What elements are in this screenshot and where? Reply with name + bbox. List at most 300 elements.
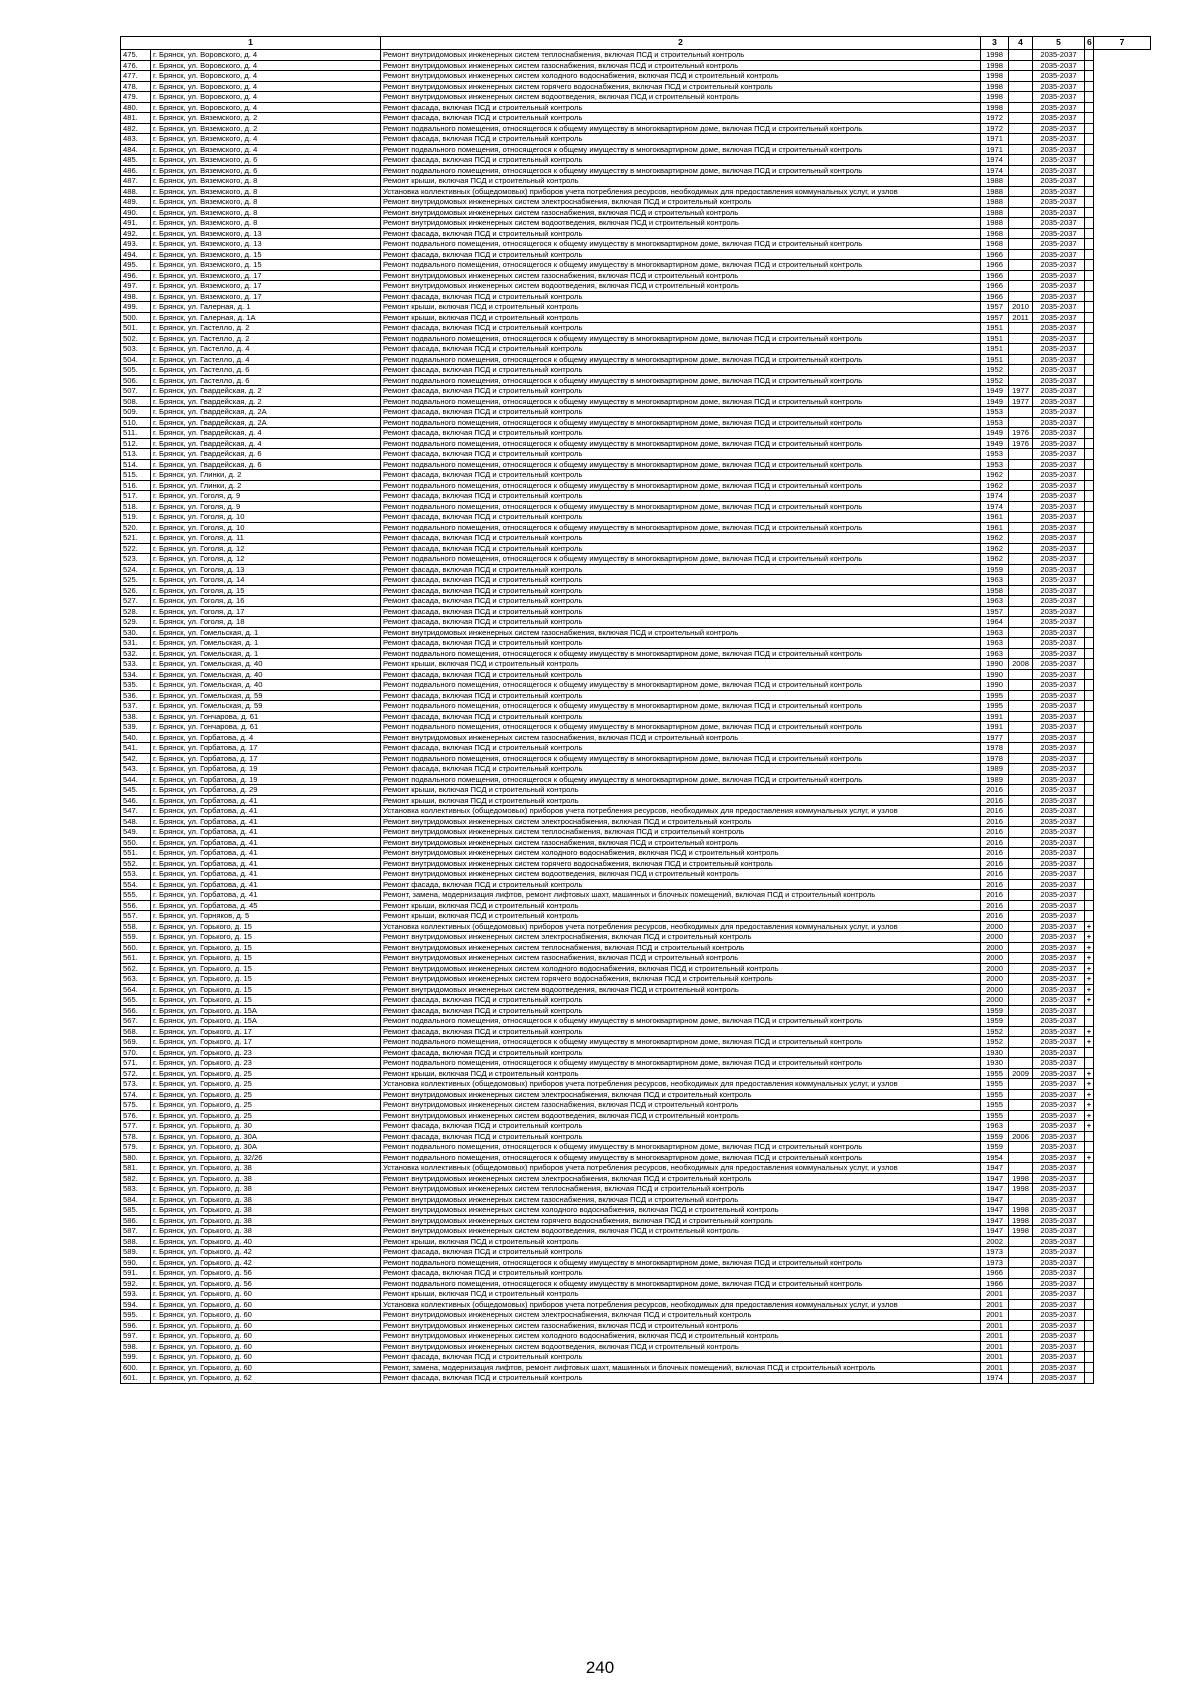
cell-mark	[1085, 344, 1094, 355]
cell-year-last-repair	[1009, 1236, 1033, 1247]
cell-work-type: Ремонт внутридомовых инженерных систем электроснабжения, включая ПСД и строительный контроль	[381, 197, 981, 208]
cell-year-built: 1947	[981, 1163, 1009, 1174]
cell-address: г. Брянск, ул. Горького, д. 25	[151, 1089, 381, 1100]
cell-planned-period: 2035-2037	[1033, 522, 1085, 533]
row-spacer	[1094, 974, 1151, 985]
table-row	[121, 806, 1151, 817]
cell-address: г. Брянск, ул. Гастелло, д. 2	[151, 333, 381, 344]
table-row	[121, 816, 1151, 827]
cell-row-number: 511.	[121, 428, 151, 439]
cell-planned-period: 2035-2037	[1033, 827, 1085, 838]
cell-year-built: 1963	[981, 1121, 1009, 1132]
cell-year-last-repair	[1009, 1079, 1033, 1090]
cell-planned-period: 2035-2037	[1033, 197, 1085, 208]
cell-work-type: Ремонт фасада, включая ПСД и строительный контроль	[381, 1131, 981, 1142]
cell-mark	[1085, 669, 1094, 680]
table-row	[121, 1373, 1151, 1384]
table-row	[121, 1068, 1151, 1079]
table-row	[121, 879, 1151, 890]
cell-year-last-repair	[1009, 680, 1033, 691]
cell-year-built: 1955	[981, 1110, 1009, 1121]
row-spacer	[1094, 659, 1151, 670]
cell-mark	[1085, 1373, 1094, 1384]
cell-mark	[1085, 438, 1094, 449]
cell-year-last-repair	[1009, 102, 1033, 113]
cell-planned-period: 2035-2037	[1033, 879, 1085, 890]
cell-address: г. Брянск, ул. Гончарова, д. 61	[151, 711, 381, 722]
cell-year-last-repair	[1009, 228, 1033, 239]
cell-planned-period: 2035-2037	[1033, 764, 1085, 775]
table-row	[121, 1079, 1151, 1090]
row-spacer	[1094, 1068, 1151, 1079]
row-spacer	[1094, 291, 1151, 302]
row-spacer	[1094, 837, 1151, 848]
cell-address: г. Брянск, ул. Горького, д. 38	[151, 1215, 381, 1226]
cell-year-last-repair	[1009, 270, 1033, 281]
cell-work-type: Ремонт фасада, включая ПСД и строительный контроль	[381, 575, 981, 586]
cell-mark	[1085, 596, 1094, 607]
cell-address: г. Брянск, ул. Гоголя, д. 12	[151, 554, 381, 565]
cell-year-last-repair	[1009, 1110, 1033, 1121]
cell-mark	[1085, 270, 1094, 281]
cell-mark	[1085, 606, 1094, 617]
cell-planned-period: 2035-2037	[1033, 1236, 1085, 1247]
cell-row-number: 499.	[121, 302, 151, 313]
cell-work-type: Ремонт подвального помещения, относящегося к общему имуществу в многоквартирном доме, включая ПСД и строительный контроль	[381, 123, 981, 134]
cell-year-built: 1978	[981, 753, 1009, 764]
cell-year-built: 1953	[981, 449, 1009, 460]
cell-planned-period: 2035-2037	[1033, 701, 1085, 712]
cell-address: г. Брянск, ул. Вяземского, д. 2	[151, 113, 381, 124]
table-row	[121, 1026, 1151, 1037]
cell-work-type: Ремонт внутридомовых инженерных систем электроснабжения, включая ПСД и строительный контроль	[381, 1310, 981, 1321]
cell-year-built: 2016	[981, 806, 1009, 817]
table-row	[121, 743, 1151, 754]
cell-address: г. Брянск, ул. Горбатова, д. 41	[151, 837, 381, 848]
cell-planned-period: 2035-2037	[1033, 396, 1085, 407]
cell-address: г. Брянск, ул. Горького, д. 17	[151, 1026, 381, 1037]
cell-work-type: Ремонт фасада, включая ПСД и строительный контроль	[381, 155, 981, 166]
cell-address: г. Брянск, ул. Гастелло, д. 4	[151, 354, 381, 365]
cell-work-type: Ремонт фасада, включая ПСД и строительный контроль	[381, 365, 981, 376]
cell-year-last-repair	[1009, 186, 1033, 197]
cell-year-last-repair	[1009, 155, 1033, 166]
capital-repair-table	[120, 36, 1151, 1384]
cell-year-built: 2016	[981, 911, 1009, 922]
cell-address: г. Брянск, ул. Вяземского, д. 8	[151, 207, 381, 218]
cell-work-type: Ремонт фасада, включая ПСД и строительный контроль	[381, 711, 981, 722]
cell-mark	[1085, 197, 1094, 208]
cell-year-last-repair	[1009, 113, 1033, 124]
cell-address: г. Брянск, ул. Вяземского, д. 17	[151, 270, 381, 281]
cell-work-type: Ремонт подвального помещения, относящегося к общему имуществу в многоквартирном доме, включая ПСД и строительный контроль	[381, 239, 981, 250]
row-spacer	[1094, 1100, 1151, 1111]
cell-mark	[1085, 491, 1094, 502]
cell-year-last-repair	[1009, 638, 1033, 649]
row-spacer	[1094, 890, 1151, 901]
cell-work-type: Установка коллективных (общедомовых) приборов учета потребления ресурсов, необходимых для предоставления коммунальных услуг, и узлов	[381, 921, 981, 932]
cell-address: г. Брянск, ул. Горького, д. 38	[151, 1205, 381, 1216]
cell-row-number: 597.	[121, 1331, 151, 1342]
cell-row-number: 526.	[121, 585, 151, 596]
table-row	[121, 333, 1151, 344]
cell-planned-period: 2035-2037	[1033, 711, 1085, 722]
cell-address: г. Брянск, ул. Гомельская, д. 59	[151, 690, 381, 701]
cell-planned-period: 2035-2037	[1033, 648, 1085, 659]
cell-row-number: 537.	[121, 701, 151, 712]
table-row	[121, 564, 1151, 575]
cell-address: г. Брянск, ул. Горького, д. 15	[151, 942, 381, 953]
cell-address: г. Брянск, ул. Горького, д. 15	[151, 932, 381, 943]
cell-work-type: Ремонт фасада, включая ПСД и строительный контроль	[381, 585, 981, 596]
cell-row-number: 582.	[121, 1173, 151, 1184]
table-row	[121, 890, 1151, 901]
table-row	[121, 239, 1151, 250]
row-spacer	[1094, 312, 1151, 323]
cell-planned-period: 2035-2037	[1033, 71, 1085, 82]
cell-planned-period: 2035-2037	[1033, 963, 1085, 974]
cell-row-number: 565.	[121, 995, 151, 1006]
cell-mark	[1085, 102, 1094, 113]
cell-row-number: 507.	[121, 386, 151, 397]
cell-planned-period: 2035-2037	[1033, 680, 1085, 691]
cell-planned-period: 2035-2037	[1033, 281, 1085, 292]
table-row	[121, 260, 1151, 271]
table-row	[121, 596, 1151, 607]
cell-mark	[1085, 1016, 1094, 1027]
row-spacer	[1094, 1184, 1151, 1195]
cell-mark	[1085, 764, 1094, 775]
cell-address: г. Брянск, ул. Гоголя, д. 9	[151, 491, 381, 502]
cell-year-last-repair	[1009, 144, 1033, 155]
cell-mark	[1085, 617, 1094, 628]
cell-row-number: 529.	[121, 617, 151, 628]
cell-address: г. Брянск, ул. Горбатова, д. 19	[151, 774, 381, 785]
header-col-7: 7	[1094, 37, 1151, 50]
cell-year-last-repair	[1009, 596, 1033, 607]
cell-work-type: Ремонт подвального помещения, относящегося к общему имуществу в многоквартирном доме, включая ПСД и строительный контроль	[381, 1257, 981, 1268]
cell-planned-period: 2035-2037	[1033, 1194, 1085, 1205]
table-row	[121, 60, 1151, 71]
cell-year-built: 1947	[981, 1226, 1009, 1237]
cell-row-number: 573.	[121, 1079, 151, 1090]
cell-year-last-repair	[1009, 900, 1033, 911]
cell-year-built: 1995	[981, 701, 1009, 712]
cell-planned-period: 2035-2037	[1033, 953, 1085, 964]
cell-address: г. Брянск, ул. Гоголя, д. 15	[151, 585, 381, 596]
cell-address: г. Брянск, ул. Гоголя, д. 12	[151, 543, 381, 554]
cell-planned-period: 2035-2037	[1033, 1152, 1085, 1163]
cell-planned-period: 2035-2037	[1033, 1089, 1085, 1100]
cell-year-built: 2001	[981, 1320, 1009, 1331]
cell-mark	[1085, 333, 1094, 344]
cell-row-number: 574.	[121, 1089, 151, 1100]
table-row	[121, 533, 1151, 544]
cell-planned-period: 2035-2037	[1033, 564, 1085, 575]
cell-mark	[1085, 1289, 1094, 1300]
cell-mark	[1085, 165, 1094, 176]
cell-address: г. Брянск, ул. Гвардейская, д. 2	[151, 396, 381, 407]
cell-mark	[1085, 1184, 1094, 1195]
cell-address: г. Брянск, ул. Вяземского, д. 15	[151, 249, 381, 260]
row-spacer	[1094, 1226, 1151, 1237]
cell-year-last-repair	[1009, 932, 1033, 943]
cell-year-built: 1953	[981, 459, 1009, 470]
cell-year-last-repair: 1976	[1009, 428, 1033, 439]
row-spacer	[1094, 575, 1151, 586]
cell-year-last-repair	[1009, 701, 1033, 712]
cell-work-type: Ремонт подвального помещения, относящегося к общему имуществу в многоквартирном доме, включая ПСД и строительный контроль	[381, 1278, 981, 1289]
cell-year-last-repair	[1009, 1058, 1033, 1069]
row-spacer	[1094, 512, 1151, 523]
table-row	[121, 543, 1151, 554]
cell-planned-period: 2035-2037	[1033, 1037, 1085, 1048]
page-number: 240	[585, 1658, 615, 1677]
cell-planned-period: 2035-2037	[1033, 869, 1085, 880]
cell-row-number: 563.	[121, 974, 151, 985]
cell-row-number: 512.	[121, 438, 151, 449]
row-spacer	[1094, 81, 1151, 92]
table-row	[121, 323, 1151, 334]
cell-year-last-repair	[1009, 1320, 1033, 1331]
cell-address: г. Брянск, ул. Горбатова, д. 29	[151, 785, 381, 796]
cell-year-built: 1998	[981, 71, 1009, 82]
row-spacer	[1094, 260, 1151, 271]
table-row	[121, 501, 1151, 512]
cell-year-built: 1963	[981, 575, 1009, 586]
cell-mark	[1085, 1320, 1094, 1331]
table-row	[121, 1005, 1151, 1016]
cell-address: г. Брянск, ул. Горького, д. 30А	[151, 1131, 381, 1142]
cell-year-last-repair	[1009, 60, 1033, 71]
cell-planned-period: 2035-2037	[1033, 512, 1085, 523]
cell-planned-period: 2035-2037	[1033, 1320, 1085, 1331]
cell-year-last-repair	[1009, 512, 1033, 523]
cell-year-built: 2000	[981, 995, 1009, 1006]
cell-address: г. Брянск, ул. Горбатова, д. 41	[151, 795, 381, 806]
cell-planned-period: 2035-2037	[1033, 617, 1085, 628]
cell-address: г. Брянск, ул. Вяземского, д. 4	[151, 144, 381, 155]
cell-row-number: 479.	[121, 92, 151, 103]
table-row	[121, 711, 1151, 722]
cell-work-type: Ремонт крыши, включая ПСД и строительный контроль	[381, 785, 981, 796]
cell-work-type: Ремонт фасада, включая ПСД и строительный контроль	[381, 638, 981, 649]
cell-planned-period: 2035-2037	[1033, 60, 1085, 71]
table-row	[121, 155, 1151, 166]
cell-address: г. Брянск, ул. Гвардейская, д. 6	[151, 459, 381, 470]
cell-planned-period: 2035-2037	[1033, 249, 1085, 260]
cell-row-number: 584.	[121, 1194, 151, 1205]
table-row	[121, 228, 1151, 239]
cell-planned-period: 2035-2037	[1033, 144, 1085, 155]
cell-address: г. Брянск, ул. Воровского, д. 4	[151, 102, 381, 113]
cell-row-number: 587.	[121, 1226, 151, 1237]
row-spacer	[1094, 911, 1151, 922]
cell-year-built: 1989	[981, 774, 1009, 785]
cell-work-type: Ремонт подвального помещения, относящегося к общему имуществу в многоквартирном доме, включая ПСД и строительный контроль	[381, 774, 981, 785]
cell-work-type: Ремонт внутридомовых инженерных систем электроснабжения, включая ПСД и строительный контроль	[381, 932, 981, 943]
cell-address: г. Брянск, ул. Вяземского, д. 15	[151, 260, 381, 271]
cell-address: г. Брянск, ул. Гвардейская, д. 4	[151, 428, 381, 439]
cell-work-type: Ремонт подвального помещения, относящегося к общему имуществу в многоквартирном доме, включая ПСД и строительный контроль	[381, 501, 981, 512]
cell-row-number: 475.	[121, 50, 151, 61]
cell-address: г. Брянск, ул. Галерная, д. 1	[151, 302, 381, 313]
table-row	[121, 417, 1151, 428]
cell-planned-period: 2035-2037	[1033, 575, 1085, 586]
table-row	[121, 134, 1151, 145]
cell-planned-period: 2035-2037	[1033, 774, 1085, 785]
cell-planned-period: 2035-2037	[1033, 375, 1085, 386]
cell-year-built: 2016	[981, 858, 1009, 869]
row-spacer	[1094, 522, 1151, 533]
cell-planned-period: 2035-2037	[1033, 984, 1085, 995]
cell-work-type: Ремонт крыши, включая ПСД и строительный контроль	[381, 176, 981, 187]
cell-year-built: 1998	[981, 102, 1009, 113]
cell-address: г. Брянск, ул. Вяземского, д. 17	[151, 291, 381, 302]
cell-mark	[1085, 81, 1094, 92]
cell-year-last-repair: 2006	[1009, 1131, 1033, 1142]
cell-address: г. Брянск, ул. Вяземского, д. 4	[151, 134, 381, 145]
table-row	[121, 921, 1151, 932]
cell-year-last-repair	[1009, 354, 1033, 365]
row-spacer	[1094, 806, 1151, 817]
cell-row-number: 541.	[121, 743, 151, 754]
cell-mark	[1085, 848, 1094, 859]
cell-year-last-repair	[1009, 564, 1033, 575]
cell-row-number: 538.	[121, 711, 151, 722]
cell-address: г. Брянск, ул. Горького, д. 25	[151, 1110, 381, 1121]
row-spacer	[1094, 932, 1151, 943]
row-spacer	[1094, 1268, 1151, 1279]
cell-planned-period: 2035-2037	[1033, 123, 1085, 134]
cell-row-number: 571.	[121, 1058, 151, 1069]
cell-mark	[1085, 743, 1094, 754]
cell-mark: +	[1085, 921, 1094, 932]
row-spacer	[1094, 669, 1151, 680]
table-row	[121, 249, 1151, 260]
cell-work-type: Ремонт крыши, включая ПСД и строительный контроль	[381, 1068, 981, 1079]
cell-planned-period: 2035-2037	[1033, 1310, 1085, 1321]
cell-planned-period: 2035-2037	[1033, 1100, 1085, 1111]
cell-planned-period: 2035-2037	[1033, 1257, 1085, 1268]
cell-planned-period: 2035-2037	[1033, 333, 1085, 344]
cell-mark: +	[1085, 1079, 1094, 1090]
cell-year-last-repair	[1009, 764, 1033, 775]
cell-row-number: 525.	[121, 575, 151, 586]
cell-year-built: 1977	[981, 732, 1009, 743]
cell-year-built: 1962	[981, 554, 1009, 565]
cell-year-last-repair	[1009, 71, 1033, 82]
table-row	[121, 900, 1151, 911]
cell-work-type: Ремонт фасада, включая ПСД и строительный контроль	[381, 428, 981, 439]
cell-work-type: Ремонт подвального помещения, относящегося к общему имуществу в многоквартирном доме, включая ПСД и строительный контроль	[381, 354, 981, 365]
cell-address: г. Брянск, ул. Горького, д. 38	[151, 1194, 381, 1205]
table-row	[121, 648, 1151, 659]
cell-mark	[1085, 522, 1094, 533]
cell-work-type: Ремонт подвального помещения, относящегося к общему имуществу в многоквартирном доме, включая ПСД и строительный контроль	[381, 417, 981, 428]
cell-planned-period: 2035-2037	[1033, 449, 1085, 460]
table-row	[121, 1299, 1151, 1310]
cell-year-built: 1949	[981, 386, 1009, 397]
cell-mark	[1085, 123, 1094, 134]
table-row	[121, 1289, 1151, 1300]
cell-row-number: 591.	[121, 1268, 151, 1279]
table-row	[121, 690, 1151, 701]
cell-row-number: 476.	[121, 60, 151, 71]
cell-planned-period: 2035-2037	[1033, 50, 1085, 61]
cell-year-built: 1988	[981, 176, 1009, 187]
table-row	[121, 354, 1151, 365]
cell-planned-period: 2035-2037	[1033, 732, 1085, 743]
cell-row-number: 506.	[121, 375, 151, 386]
cell-year-built: 1968	[981, 239, 1009, 250]
cell-year-last-repair	[1009, 1047, 1033, 1058]
cell-year-built: 1966	[981, 1278, 1009, 1289]
cell-mark	[1085, 417, 1094, 428]
cell-row-number: 551.	[121, 848, 151, 859]
cell-address: г. Брянск, ул. Вяземского, д. 13	[151, 239, 381, 250]
cell-mark	[1085, 648, 1094, 659]
table-row	[121, 144, 1151, 155]
row-spacer	[1094, 176, 1151, 187]
row-spacer	[1094, 407, 1151, 418]
row-spacer	[1094, 249, 1151, 260]
cell-row-number: 504.	[121, 354, 151, 365]
cell-year-built: 1959	[981, 1131, 1009, 1142]
cell-address: г. Брянск, ул. Горбатова, д. 41	[151, 806, 381, 817]
row-spacer	[1094, 1026, 1151, 1037]
cell-year-built: 2000	[981, 963, 1009, 974]
cell-year-last-repair	[1009, 501, 1033, 512]
cell-work-type: Установка коллективных (общедомовых) приборов учета потребления ресурсов, необходимых для предоставления коммунальных услуг, и узлов	[381, 186, 981, 197]
cell-row-number: 585.	[121, 1205, 151, 1216]
cell-year-built: 1962	[981, 543, 1009, 554]
cell-row-number: 586.	[121, 1215, 151, 1226]
cell-row-number: 508.	[121, 396, 151, 407]
cell-mark	[1085, 1257, 1094, 1268]
cell-year-last-repair	[1009, 1194, 1033, 1205]
cell-row-number: 568.	[121, 1026, 151, 1037]
row-spacer	[1094, 428, 1151, 439]
cell-year-built: 1990	[981, 680, 1009, 691]
cell-planned-period: 2035-2037	[1033, 974, 1085, 985]
cell-work-type: Ремонт подвального помещения, относящегося к общему имуществу в многоквартирном доме, включая ПСД и строительный контроль	[381, 1142, 981, 1153]
cell-work-type: Ремонт внутридомовых инженерных систем холодного водоснабжения, включая ПСД и строительный контроль	[381, 71, 981, 82]
cell-year-last-repair: 2010	[1009, 302, 1033, 313]
cell-year-last-repair	[1009, 197, 1033, 208]
cell-address: г. Брянск, ул. Горького, д. 60	[151, 1320, 381, 1331]
cell-planned-period: 2035-2037	[1033, 596, 1085, 607]
table-row	[121, 1278, 1151, 1289]
row-spacer	[1094, 533, 1151, 544]
table-row	[121, 1100, 1151, 1111]
cell-year-built: 1954	[981, 1152, 1009, 1163]
cell-address: г. Брянск, ул. Горького, д. 15	[151, 984, 381, 995]
cell-address: г. Брянск, ул. Гастелло, д. 6	[151, 365, 381, 376]
cell-year-last-repair	[1009, 543, 1033, 554]
cell-row-number: 518.	[121, 501, 151, 512]
row-spacer	[1094, 1037, 1151, 1048]
cell-year-built: 1957	[981, 302, 1009, 313]
cell-work-type: Ремонт фасада, включая ПСД и строительный контроль	[381, 249, 981, 260]
table-row	[121, 1236, 1151, 1247]
table-row	[121, 512, 1151, 523]
cell-year-built: 2001	[981, 1352, 1009, 1363]
row-spacer	[1094, 480, 1151, 491]
cell-year-last-repair	[1009, 522, 1033, 533]
cell-work-type: Ремонт внутридомовых инженерных систем холодного водоснабжения, включая ПСД и строительный контроль	[381, 848, 981, 859]
row-spacer	[1094, 785, 1151, 796]
